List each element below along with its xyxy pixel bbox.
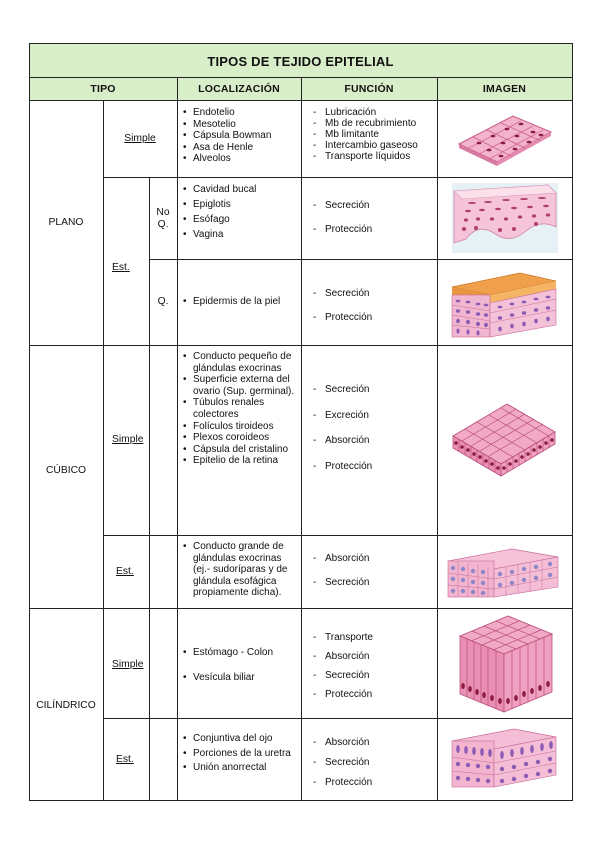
- row-label-cilindrico: CILÍNDRICO: [36, 700, 96, 711]
- cilindrico-simple-localizacion: [183, 640, 300, 690]
- cilindrico-est-tissue-image: [450, 725, 558, 789]
- list-item: • Unión anorrectal: [183, 762, 300, 774]
- list-item: - Protección: [312, 454, 436, 480]
- list-item: • Cápsula del cristalino: [183, 444, 300, 456]
- list-item: - Secreción: [312, 194, 436, 218]
- list-item: • Vagina: [183, 227, 299, 242]
- cilindrico-est-funcion: [312, 733, 436, 793]
- list-item: • Estómago - Colon: [183, 640, 300, 665]
- list-item: • Alveolos: [183, 153, 299, 165]
- list-item: • Vesícula biliar: [183, 665, 300, 690]
- cilindrico-simple-tissue-image: [458, 614, 554, 714]
- list-item: - Protección: [312, 685, 436, 704]
- list-item: - Absorción: [312, 547, 436, 571]
- plano-simple-funcion: [312, 107, 436, 162]
- list-item: - Absorción: [312, 647, 436, 666]
- cubico-est-funcion: [312, 547, 436, 595]
- list-item: • Túbulos renales colectores: [183, 397, 300, 420]
- plano-q-funcion: [312, 282, 436, 330]
- cubico-simple-funcion: [312, 377, 436, 479]
- list-item: • Conjuntiva del ojo: [183, 733, 300, 745]
- list-item: - Protección: [312, 773, 436, 793]
- cilindrico-est-localizacion: [183, 733, 300, 774]
- list-item: • Porciones de la uretra: [183, 748, 300, 760]
- cilindrico-est-label: Est.: [116, 754, 134, 765]
- list-item: - Lubricación: [312, 107, 436, 118]
- plano-q-label: Q.: [157, 296, 169, 307]
- row-label-cubico: CÚBICO: [45, 465, 87, 476]
- list-item: - Transporte: [312, 628, 436, 647]
- list-item: - Secreción: [312, 753, 436, 773]
- list-item: • Conducto grande de glándulas exocrinas (ej.- sudoríparas y de glándula esofágica propiamente dicha).: [183, 541, 300, 599]
- cubico-est-label: Est.: [116, 566, 134, 577]
- cubico-est-tissue-image: [446, 545, 560, 599]
- plano-simple-localizacion: [183, 107, 299, 165]
- row-label-plano: PLANO: [48, 217, 84, 228]
- list-item: - Mb limitante: [312, 129, 436, 140]
- cubico-simple-tissue-image: [451, 398, 557, 478]
- plano-q-localizacion: [183, 296, 299, 308]
- list-item: - Absorción: [312, 428, 436, 454]
- plano-simple-tissue-image: [455, 110, 555, 168]
- plano-simple-label: Simple: [124, 133, 156, 144]
- cubico-simple-localizacion: [183, 351, 300, 467]
- list-item: • Asa de Henle: [183, 142, 299, 154]
- list-item: • Folículos tiroideos: [183, 421, 300, 433]
- list-item: • Plexos coroideos: [183, 432, 300, 444]
- list-item: • Endotelio: [183, 107, 299, 119]
- cubico-est-localizacion: [183, 541, 300, 599]
- list-item: • Epidermis de la piel: [183, 296, 299, 308]
- table-title: TIPOS DE TEJIDO EPITELIAL: [207, 54, 394, 69]
- list-item: • Epiglotis: [183, 197, 299, 212]
- list-item: - Transporte líquidos: [312, 151, 436, 162]
- list-item: - Excreción: [312, 403, 436, 429]
- list-item: - Intercambio gaseoso: [312, 140, 436, 151]
- plano-noq-label: No Q.: [156, 207, 170, 230]
- list-item: - Secreción: [312, 377, 436, 403]
- header-imagen: IMAGEN: [482, 83, 527, 95]
- list-item: • Mesotelio: [183, 119, 299, 131]
- list-item: - Protección: [312, 218, 436, 242]
- list-item: • Epitelio de la retina: [183, 455, 300, 467]
- header-tipo: TIPO: [90, 83, 116, 95]
- plano-est-q-tissue-image: [450, 267, 558, 339]
- header-funcion: FUNCIÓN: [344, 83, 394, 95]
- list-item: • Cavidad bucal: [183, 182, 299, 197]
- list-item: - Secreción: [312, 666, 436, 685]
- cilindrico-simple-label: Simple: [112, 659, 144, 670]
- cilindrico-simple-funcion: [312, 628, 436, 704]
- list-item: • Conducto pequeño de glándulas exocrinas: [183, 351, 300, 374]
- list-item: - Secreción: [312, 571, 436, 595]
- list-item: - Protección: [312, 306, 436, 330]
- list-item: - Absorción: [312, 733, 436, 753]
- header-localizacion: LOCALIZACIÓN: [198, 83, 280, 95]
- plano-noq-localizacion: [183, 182, 299, 242]
- list-item: - Secreción: [312, 282, 436, 306]
- plano-est-label: Est.: [112, 262, 130, 273]
- list-item: • Superficie externa del ovario (Sup. germinal).: [183, 374, 300, 397]
- list-item: • Esófago: [183, 212, 299, 227]
- plano-est-noq-tissue-image: [452, 183, 558, 253]
- list-item: • Cápsula Bowman: [183, 130, 299, 142]
- plano-noq-funcion: [312, 194, 436, 242]
- cubico-simple-label: Simple: [112, 434, 144, 445]
- list-item: - Mb de recubrimiento: [312, 118, 436, 129]
